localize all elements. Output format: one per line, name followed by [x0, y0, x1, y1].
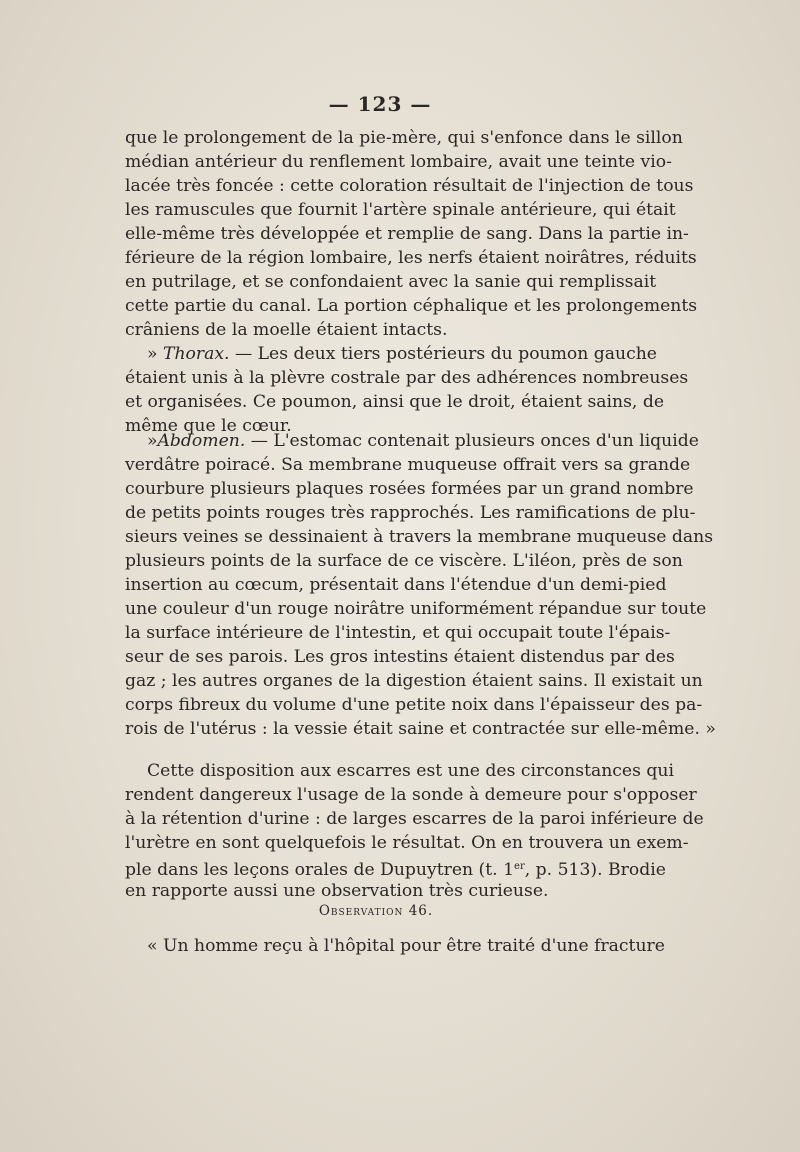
text-fragment: — L'estomac contenait plusieurs onces d'un liquide	[245, 431, 699, 451]
quote-mark: »	[147, 431, 158, 451]
text-fragment: ple dans les leçons orales de Dupuytren (t. 1	[125, 860, 515, 880]
text-line: de petits points rouges très rapprochés. Les ramifications de plu-	[125, 503, 696, 523]
text-line: étaient unis à la plèvre costrale par des adhérences nombreuses	[125, 368, 689, 388]
text-line: médian antérieur du renflement lombaire, avait une teinte vio-	[125, 152, 672, 172]
escarres-paragraph	[125, 759, 704, 903]
abdomen-heading: Abdomen.	[157, 431, 246, 451]
text-line: rois de l'utérus : la vessie était saine et contractée sur elle-même. »	[125, 719, 716, 739]
text-line: gaz ; les autres organes de la digestion étaient sains. Il existait un	[125, 671, 703, 691]
text-line: sieurs veines se dessinaient à travers la membrane muqueuse dans	[125, 527, 714, 547]
text-line: verdâtre poiracé. Sa membrane muqueuse offrait vers sa grande	[125, 455, 691, 475]
text-line: en putrilage, et se confondaient avec la sanie qui remplissait	[125, 272, 657, 292]
text-line: l'urètre en sont quelquefois le résultat. On en trouvera un exem-	[125, 833, 689, 853]
text-line: elle-même très développée et remplie de sang. Dans la partie in-	[125, 224, 689, 244]
page-number: — 123 —	[328, 92, 432, 116]
text-fragment: — Les deux tiers postérieurs du poumon gauche	[229, 344, 657, 364]
continued-paragraph	[125, 126, 698, 342]
quote-mark: »	[147, 344, 163, 364]
thorax-paragraph	[125, 342, 689, 438]
text-line: insertion au cœcum, présentait dans l'étendue d'un demi-pied	[125, 575, 667, 595]
text-line: rendent dangereux l'usage de la sonde à demeure pour s'opposer	[125, 785, 697, 805]
text-line: et organisées. Ce poumon, ainsi que le droit, étaient sains, de	[125, 392, 664, 412]
text-line: Cette disposition aux escarres est une des circonstances qui	[147, 761, 674, 781]
abdomen-paragraph	[125, 429, 716, 741]
observation-heading: Observation 46.	[318, 903, 434, 919]
text-line: même que le cœur.	[125, 416, 292, 436]
thorax-first-line	[125, 342, 657, 366]
text-line: cette partie du canal. La portion céphalique et les prolongements	[125, 296, 698, 316]
text-line: seur de ses parois. Les gros intestins étaient distendus par des	[125, 647, 675, 667]
text-line	[125, 855, 666, 880]
text-line: en rapporte aussi une observation très curieuse.	[125, 881, 549, 901]
text-line: à la rétention d'urine : de larges escarres de la paroi inférieure de	[125, 809, 704, 829]
text-line: crâniens de la moelle étaient intacts.	[125, 320, 448, 340]
text-line: une couleur d'un rouge noirâtre uniformément répandue sur toute	[125, 599, 707, 619]
thorax-heading: Thorax.	[162, 344, 230, 364]
abdomen-first-line	[125, 429, 699, 453]
text-line: courbure plusieurs plaques rosées formées par un grand nombre	[125, 479, 694, 499]
superscript: er	[514, 861, 525, 872]
text-line: les ramuscules que fournit l'artère spinale antérieure, qui était	[125, 200, 676, 220]
text-fragment: , p. 513). Brodie	[524, 860, 666, 880]
observation-paragraph	[125, 934, 665, 958]
text-line: la surface intérieure de l'intestin, et qui occupait toute l'épais-	[125, 623, 671, 643]
text-line: « Un homme reçu à l'hôpital pour être traité d'une fracture	[147, 936, 665, 956]
text-line: férieure de la région lombaire, les nerfs étaient noirâtres, réduits	[125, 248, 697, 268]
text-line: lacée très foncée : cette coloration résultait de l'injection de tous	[125, 176, 694, 196]
text-line: que le prolongement de la pie-mère, qui s'enfonce dans le sillon	[125, 128, 683, 148]
text-line: corps fibreux du volume d'une petite noix dans l'épaisseur des pa-	[125, 695, 703, 715]
text-line: plusieurs points de la surface de ce viscère. L'iléon, près de son	[125, 551, 683, 571]
